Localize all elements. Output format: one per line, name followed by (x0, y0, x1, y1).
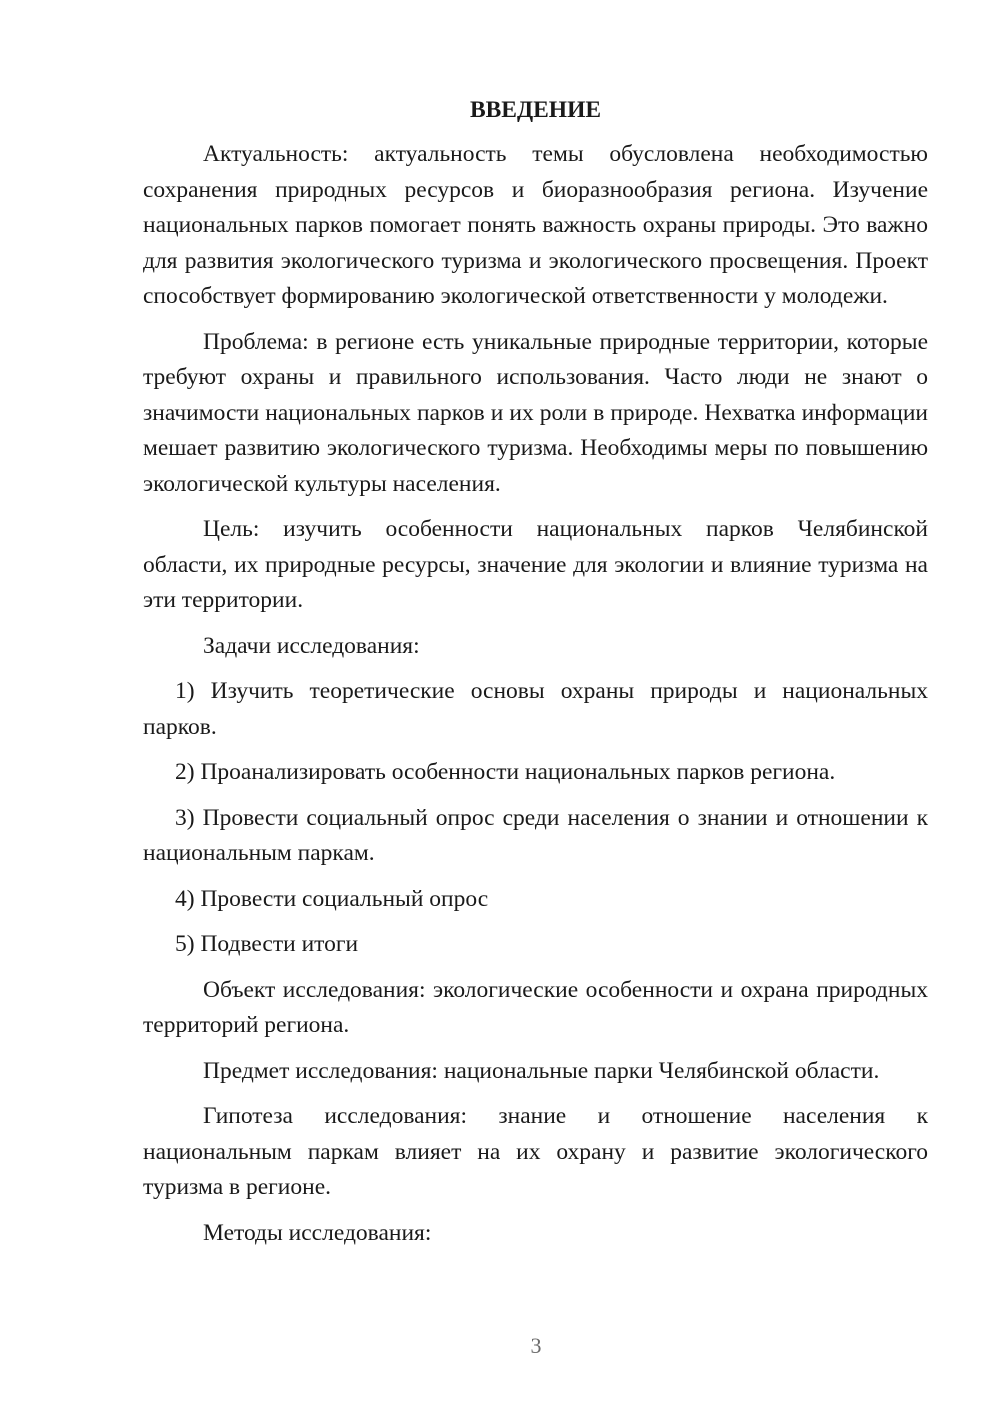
page-number: 3 (530, 1333, 542, 1358)
paragraph-subject: Предмет исследования: национальные парки Челябинской области. (203, 1057, 880, 1084)
paragraph-problem: Проблема: в регионе есть уникальные природные территории, которые требуют охраны и правильного использования. Часто люди не знают о значимости национальных парков и их роли в природе. Нехватка информации мешает развитию экологического туризма. Необходимы меры по повышению экологической культуры населения. (143, 328, 928, 497)
task-item-3: 3) Провести социальный опрос среди населения о знании и отношении к национальным паркам. (143, 804, 928, 866)
task-item-1: 1) Изучить теоретические основы охраны природы и национальных парков. (143, 678, 928, 740)
task-item-5: 5) Подвести итоги (175, 931, 359, 957)
task-item-4: 4) Провести социальный опрос (175, 885, 489, 912)
paragraph-relevance: Актуальность: актуальность темы обусловлена необходимостью сохранения природных ресурсов и биоразнообразия региона. Изучение национальных парков помогает понять важность охраны природы. Это важно для развития экологического туризма и экологического просвещения. Проект способствует формированию экологической ответственности у молодежи. (143, 141, 928, 309)
paragraph-hypothesis: Гипотеза исследования: знание и отношение населения к национальным паркам влияет на их охрану и развитие экологического туризма в регионе. (143, 1103, 928, 1200)
page-content (143, 93, 928, 1261)
section-title: ВВЕДЕНИЕ (469, 97, 602, 123)
paragraph-tasks-heading: Задачи исследования: (203, 632, 420, 659)
paragraph-goal: Цель: изучить особенности национальных парков Челябинской области, их природные ресурсы, значение для экологии и влияние туризма на эти территории. (143, 516, 928, 613)
paragraph-methods: Методы исследования: (203, 1219, 432, 1246)
task-item-2: 2) Проанализировать особенности национальных парков региона. (175, 759, 836, 785)
paragraph-object: Объект исследования: экологические особенности и охрана природных территорий региона. (143, 976, 928, 1038)
